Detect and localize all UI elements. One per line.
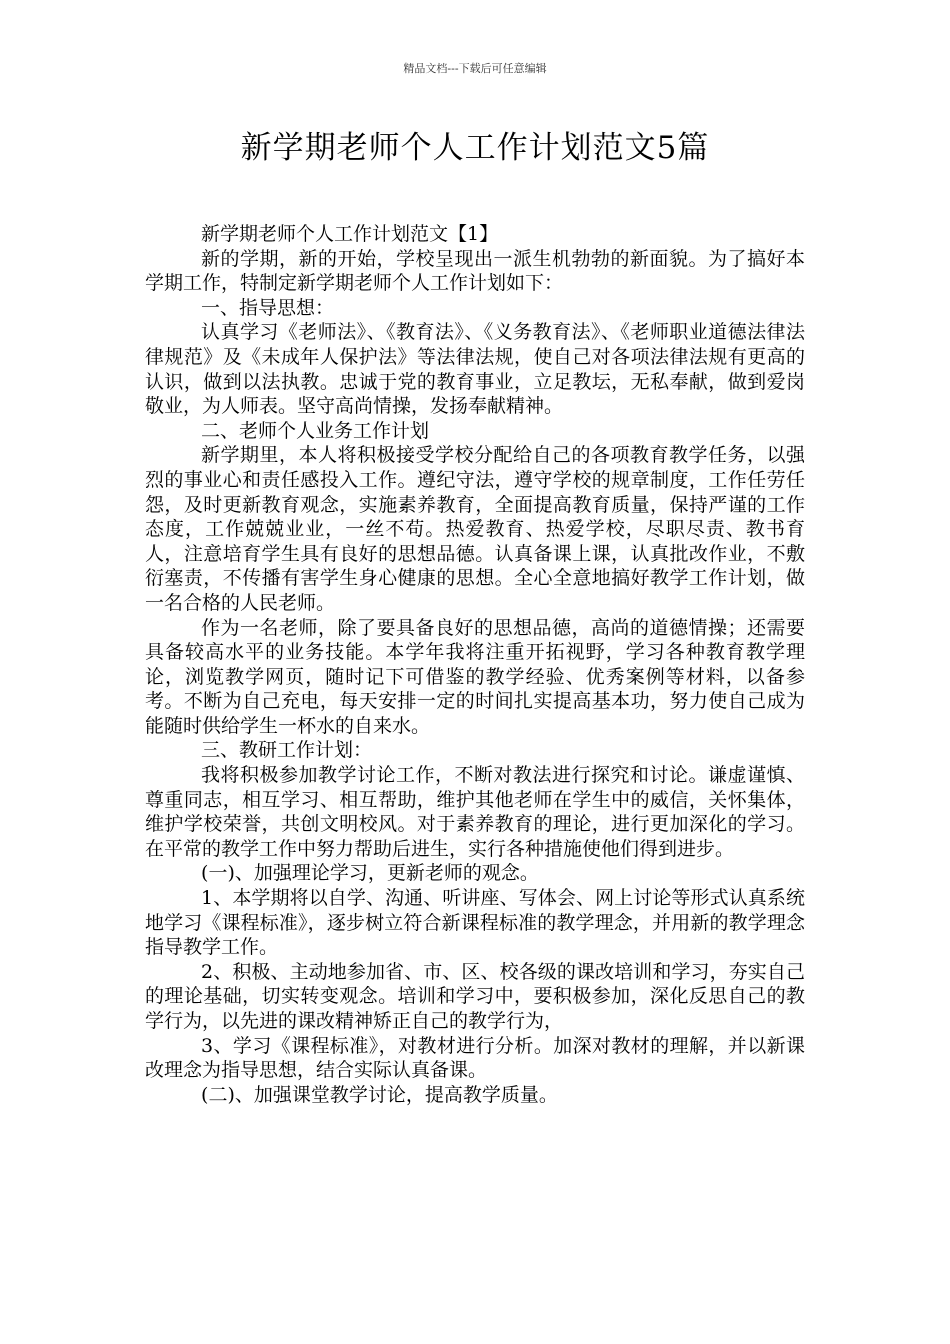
heading-guiding-thought: 一、指导思想： [201,296,335,319]
paragraph-skills: 作为一名老师，除了要具备良好的思想品德，高尚的道德情操；还需要具备较高水平的业务技能。本学年我将注重开拓视野，学习各种教育教学理论，浏览教学网页，随时记下可借鉴的教学经验、优秀案例等材料，以备参考。不断为自己充电，每天安排一定的时间扎实提高基本功，努力使自己成为能随时供给学生一杯水的自来水。 [145,616,805,737]
paragraph-work-plan: 新学期里，本人将积极接受学校分配给自己的各项教育教学任务，以强烈的事业心和责任感投入工作。遵纪守法，遵守学校的规章制度，工作任劳任怨，及时更新教育观念，实施素养教育，全面提高教育质量，保持严谨的工作态度，工作兢兢业业，一丝不苟。热爱教育、热爱学校，尽职尽责、教书育人，注意培育学生具有良好的思想品德。认真备课上课，认真批改作业，不敷衍塞责，不传播有害学生身心健康的思想。全心全意地搞好教学工作计划，做一名合格的人民老师。 [145,444,805,614]
subheading-theory-study: (一)、加强理论学习，更新老师的观念。 [201,862,539,885]
section-heading-1: 新学期老师个人工作计划范文【1】 [201,223,499,245]
header-note: 精品文档---下载后可任意编辑 [403,62,547,75]
paragraph-intro: 新的学期，新的开始，学校呈现出一派生机勃勃的新面貌。为了搞好本学期工作，特制定新学期老师个人工作计划如下： [145,247,805,295]
paragraph-guiding-thought: 认真学习《老师法》、《教育法》、《义务教育法》、《老师职业道德法律法律规范》及《未成年人保护法》等法律法规，使自己对各项法律法规有更高的认识，做到以法执教。忠诚于党的教育事业，立足教坛，无私奉献，做到爱岗敬业，为人师表。坚守高尚情操，发扬奉献精神。 [145,321,805,418]
heading-research-plan: 三、教研工作计划： [201,739,373,762]
paragraph-research-plan: 我将积极参加教学讨论工作，不断对教法进行探究和讨论。谦虚谨慎、尊重同志，相互学习、相互帮助，维护其他老师在学生中的威信，关怀集体，维护学校荣誉，共创文明校风。对于素养教育的理论，进行更加深化的学习。在平常的教学工作中努力帮助后进生，实行各种措施使他们得到进步。 [145,764,805,860]
heading-work-plan: 二、老师个人业务工作计划 [201,419,430,442]
list-item-2: 2、积极、主动地参加省、市、区、校各级的课改培训和学习，夯实自己的理论基础，切实转变观念。培训和学习中，要积极参加，深化反思自己的教学行为，以先进的课改精神矫正自己的教学行为， [145,960,805,1032]
subheading-classroom: (二)、加强课堂教学讨论，提高教学质量。 [201,1083,558,1106]
list-item-1: 1、本学期将以自学、沟通、听讲座、写体会、网上讨论等形式认真系统地学习《课程标准》，逐步树立符合新课程标准的教学理念，并用新的教学理念指导教学工作。 [145,887,805,959]
list-item-3: 3、学习《课程标准》，对教材进行分析。加深对教材的理解，并以新课改理念为指导思想，结合实际认真备课。 [145,1034,805,1082]
document-title: 新学期老师个人工作计划范文5篇 [240,130,710,166]
document-body [145,222,805,1107]
